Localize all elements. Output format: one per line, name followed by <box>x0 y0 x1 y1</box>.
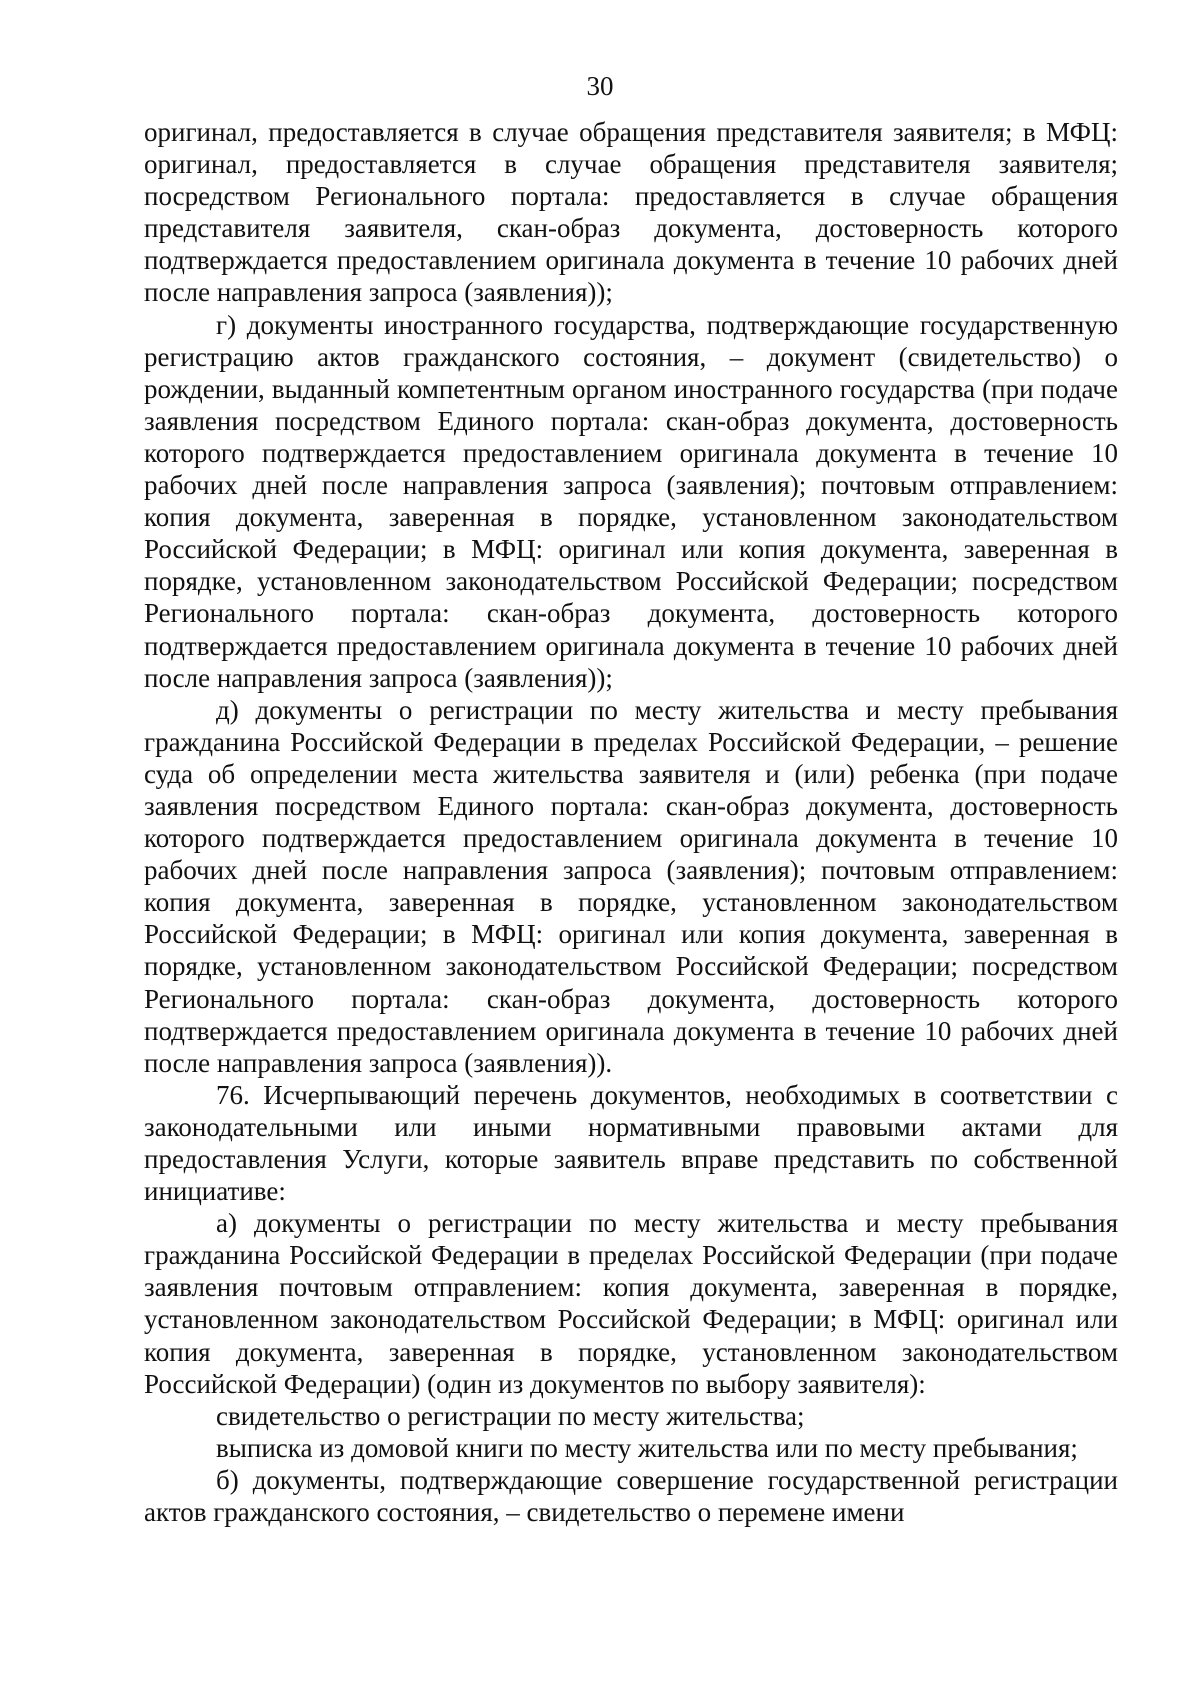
page-number: 30 <box>586 71 614 101</box>
paragraph-item-b: б) документы, подтверждающие совершение государственной регистрации актов гражданского состояния, – свидетельство о перемене имени <box>144 1464 1118 1528</box>
paragraph-section-76: 76. Исчерпывающий перечень документов, необходимых в соответствии с законодательными или иными нормативными правовыми актами для предоставления Услуги, которые заявитель вправе представить по собственной инициативе: <box>144 1079 1118 1207</box>
document-body <box>144 116 1118 1528</box>
paragraph-continuation: оригинал, предоставляется в случае обращения представителя заявителя; в МФЦ: оригинал, предоставляется в случае обращения представителя заявителя; посредством Регионального портала: предоставляется в случае обращения представителя заявителя, скан-образ документа, достоверность которого подтверждается предоставлением оригинала документа в течение 10 рабочих дней после направления запроса (заявления)); <box>144 117 1118 308</box>
list-item-registration-certificate: свидетельство о регистрации по месту жительства; <box>216 1400 805 1431</box>
paragraph-item-d: д) документы о регистрации по месту жительства и месту пребывания гражданина Российской Федерации в пределах Российской Федерации, – решение суда об определении места жительства заявителя и (или) ребенка (при подаче заявления посредством Единого портала: скан-образ документа, достоверность которого подтверждается предоставлением оригинала документа в течение 10 рабочих дней после направления запроса (заявления); почтовым отправлением: копия документа, заверенная в порядке, установленном законодательством Российской Федерации; в МФЦ: оригинал или копия документа, заверенная в порядке, установленном законодательством Российской Федерации; посредством Регионального портала: скан-образ документа, достоверность которого подтверждается предоставлением оригинала документа в течение 10 рабочих дней после направления запроса (заявления)). <box>144 694 1118 1078</box>
paragraph-item-g: г) документы иностранного государства, подтверждающие государственную регистрацию актов гражданского состояния, – документ (свидетельство) о рождении, выданный компетентным органом иностранного государства (при подаче заявления посредством Единого портала: скан-образ документа, достоверность которого подтверждается предоставлением оригинала документа в течение 10 рабочих дней после направления запроса (заявления); почтовым отправлением: копия документа, заверенная в порядке, установленном законодательством Российской Федерации; в МФЦ: оригинал или копия документа, заверенная в порядке, установленном законодательством Российской Федерации; посредством Регионального портала: скан-образ документа, достоверность которого подтверждается предоставлением оригинала документа в течение 10 рабочих дней после направления запроса (заявления)); <box>144 309 1118 693</box>
list-item-house-book-extract: выписка из домовой книги по месту жительства или по месту пребывания; <box>216 1432 1078 1463</box>
paragraph-item-a: а) документы о регистрации по месту жительства и месту пребывания гражданина Российской Федерации в пределах Российской Федерации (при подаче заявления почтовым отправлением: копия документа, заверенная в порядке, установленном законодательством Российской Федерации; в МФЦ: оригинал или копия документа, заверенная в порядке, установленном законодательством Российской Федерации) (один из документов по выбору заявителя): <box>144 1208 1118 1399</box>
